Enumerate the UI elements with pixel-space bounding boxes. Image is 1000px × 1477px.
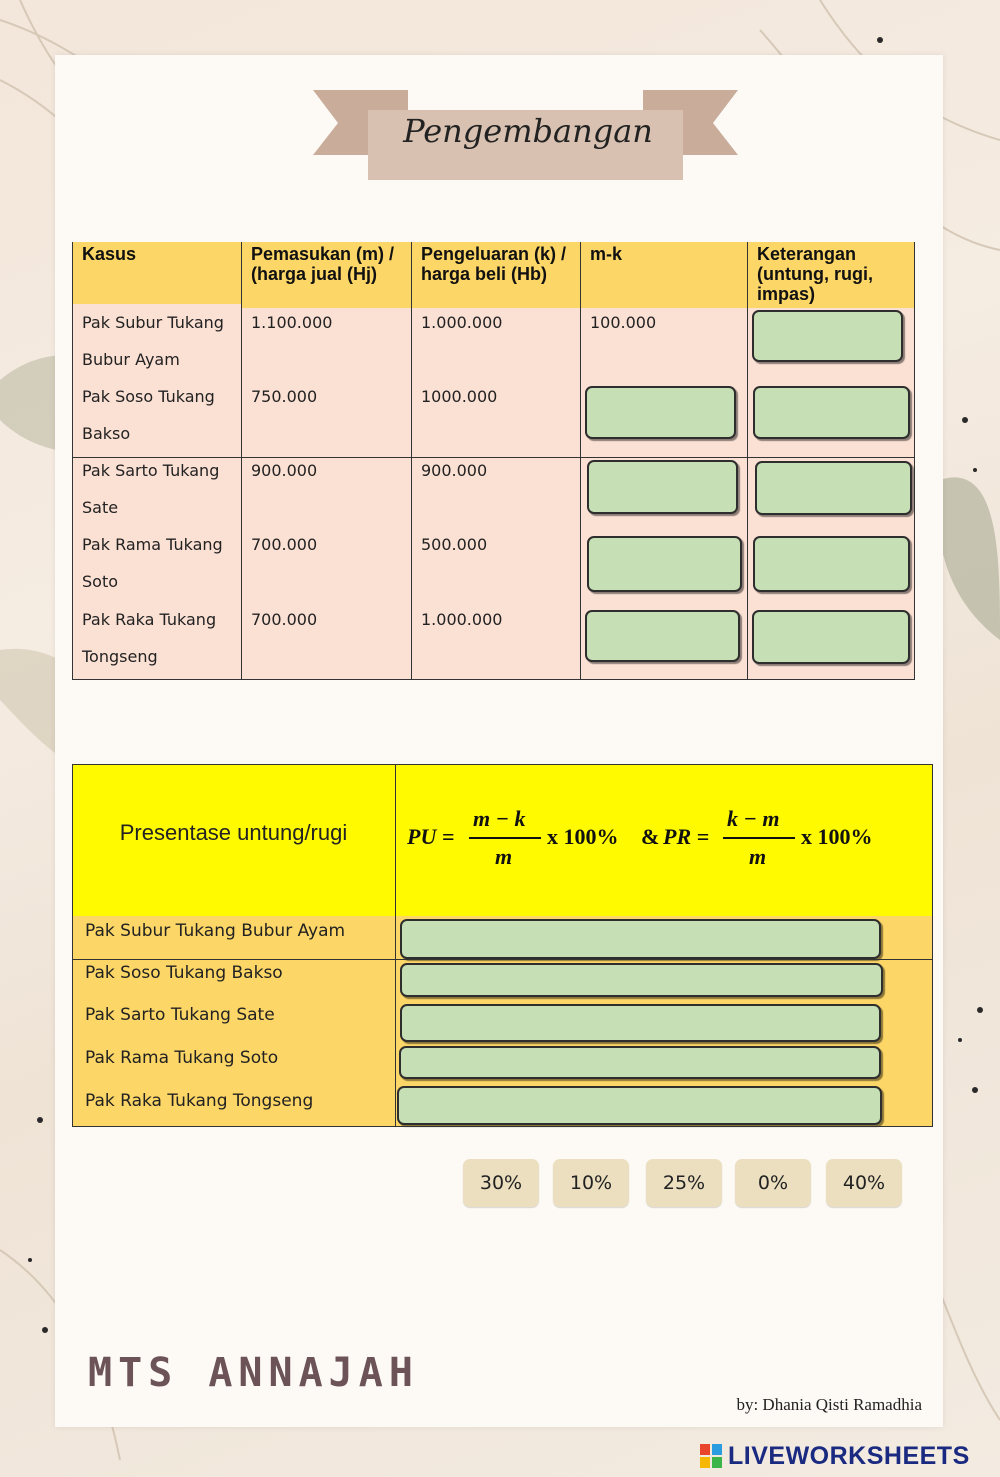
pengeluaran-value: 500.000 bbox=[421, 535, 488, 554]
pu-suffix: x 100% bbox=[547, 824, 619, 849]
kasus-line1: Pak Subur Tukang bbox=[82, 313, 224, 332]
pengeluaran-value: 1000.000 bbox=[421, 387, 498, 406]
table-row bbox=[72, 601, 241, 675]
keterangan-answer-input[interactable] bbox=[753, 536, 910, 592]
kasus-line1: Pak Sarto Tukang bbox=[82, 461, 220, 480]
pr-numerator: k − m bbox=[727, 806, 780, 831]
header-keterangan: Keterangan (untung, rugi, impas) bbox=[747, 242, 915, 308]
percentage-row-label: Pak Sarto Tukang Sate bbox=[85, 1005, 275, 1025]
keterangan-answer-input[interactable] bbox=[752, 310, 903, 362]
percentage-row-label: Pak Soso Tukang Bakso bbox=[85, 963, 283, 983]
percentage-answer-input[interactable] bbox=[399, 1046, 881, 1079]
header-m-k: m-k bbox=[580, 242, 747, 308]
pengeluaran-value: 1.000.000 bbox=[421, 610, 503, 629]
pu-numerator: m − k bbox=[473, 806, 526, 831]
pengeluaran-value: 1.000.000 bbox=[421, 313, 503, 332]
option-chip[interactable]: 40% bbox=[826, 1159, 902, 1207]
table-row bbox=[72, 304, 241, 378]
option-chip[interactable]: 0% bbox=[735, 1159, 811, 1207]
formula-ampersand: & bbox=[641, 824, 660, 849]
pengeluaran-value: 900.000 bbox=[421, 461, 488, 480]
kasus-line2: Tongseng bbox=[82, 647, 158, 666]
pu-denominator: m bbox=[495, 844, 513, 869]
percentage-answer-input[interactable] bbox=[400, 919, 881, 959]
percentage-row-label: Pak Rama Tukang Soto bbox=[85, 1048, 279, 1068]
school-name: MTS ANNAJAH bbox=[88, 1350, 419, 1396]
kasus-line2: Soto bbox=[82, 572, 119, 591]
option-chip[interactable]: 30% bbox=[463, 1159, 539, 1207]
liveworksheets-logo-icon bbox=[700, 1444, 722, 1468]
page-title: Pengembangan bbox=[403, 112, 653, 150]
pr-denominator: m bbox=[749, 844, 767, 869]
m-k-value: 100.000 bbox=[590, 313, 657, 332]
percentage-row-label: Pak Raka Tukang Tongseng bbox=[85, 1091, 314, 1111]
pemasukan-value: 700.000 bbox=[251, 535, 318, 554]
table-row bbox=[72, 452, 241, 526]
pemasukan-value: 1.100.000 bbox=[251, 313, 333, 332]
percentage-answer-input[interactable] bbox=[400, 1004, 881, 1042]
profit-table bbox=[72, 242, 915, 680]
percentage-table bbox=[72, 764, 933, 1127]
header-kasus: Kasus bbox=[72, 242, 241, 308]
header-pemasukan: Pemasukan (m) / (harga jual (Hj) bbox=[241, 242, 411, 308]
formula bbox=[407, 804, 927, 874]
brand-name: LIVEWORKSHEETS bbox=[728, 1442, 970, 1470]
kasus-line2: Bakso bbox=[82, 424, 131, 443]
author-credit: by: Dhania Qisti Ramadhia bbox=[736, 1395, 922, 1414]
keterangan-answer-input[interactable] bbox=[752, 610, 910, 664]
table-row bbox=[72, 526, 241, 600]
kasus-line2: Sate bbox=[82, 498, 119, 517]
keterangan-answer-input[interactable] bbox=[753, 386, 910, 439]
kasus-line1: Pak Raka Tukang bbox=[82, 610, 217, 629]
kasus-line1: Pak Rama Tukang bbox=[82, 535, 223, 554]
m-k-answer-input[interactable] bbox=[587, 460, 738, 514]
kasus-line1: Pak Soso Tukang bbox=[82, 387, 215, 406]
pr-suffix: x 100% bbox=[801, 824, 873, 849]
table-row bbox=[72, 378, 241, 452]
m-k-answer-input[interactable] bbox=[585, 386, 736, 439]
header-pengeluaran: Pengeluaran (k) / harga beli (Hb) bbox=[411, 242, 580, 308]
liveworksheets-brand[interactable] bbox=[700, 1440, 995, 1472]
option-chip[interactable]: 10% bbox=[553, 1159, 629, 1207]
percentage-title: Presentase untung/rugi bbox=[119, 820, 348, 845]
kasus-line2: Bubur Ayam bbox=[82, 350, 180, 369]
pu-label: PU = bbox=[407, 824, 455, 849]
percentage-row-label: Pak Subur Tukang Bubur Ayam bbox=[85, 921, 346, 941]
keterangan-answer-input[interactable] bbox=[755, 461, 912, 515]
m-k-answer-input[interactable] bbox=[585, 610, 740, 662]
percentage-answer-input[interactable] bbox=[400, 963, 883, 997]
pemasukan-value: 900.000 bbox=[251, 461, 318, 480]
percentage-answer-input[interactable] bbox=[397, 1086, 882, 1125]
pemasukan-value: 700.000 bbox=[251, 610, 318, 629]
m-k-answer-input[interactable] bbox=[587, 536, 742, 592]
pr-label: PR = bbox=[663, 824, 710, 849]
pemasukan-value: 750.000 bbox=[251, 387, 318, 406]
option-chip[interactable]: 25% bbox=[646, 1159, 722, 1207]
